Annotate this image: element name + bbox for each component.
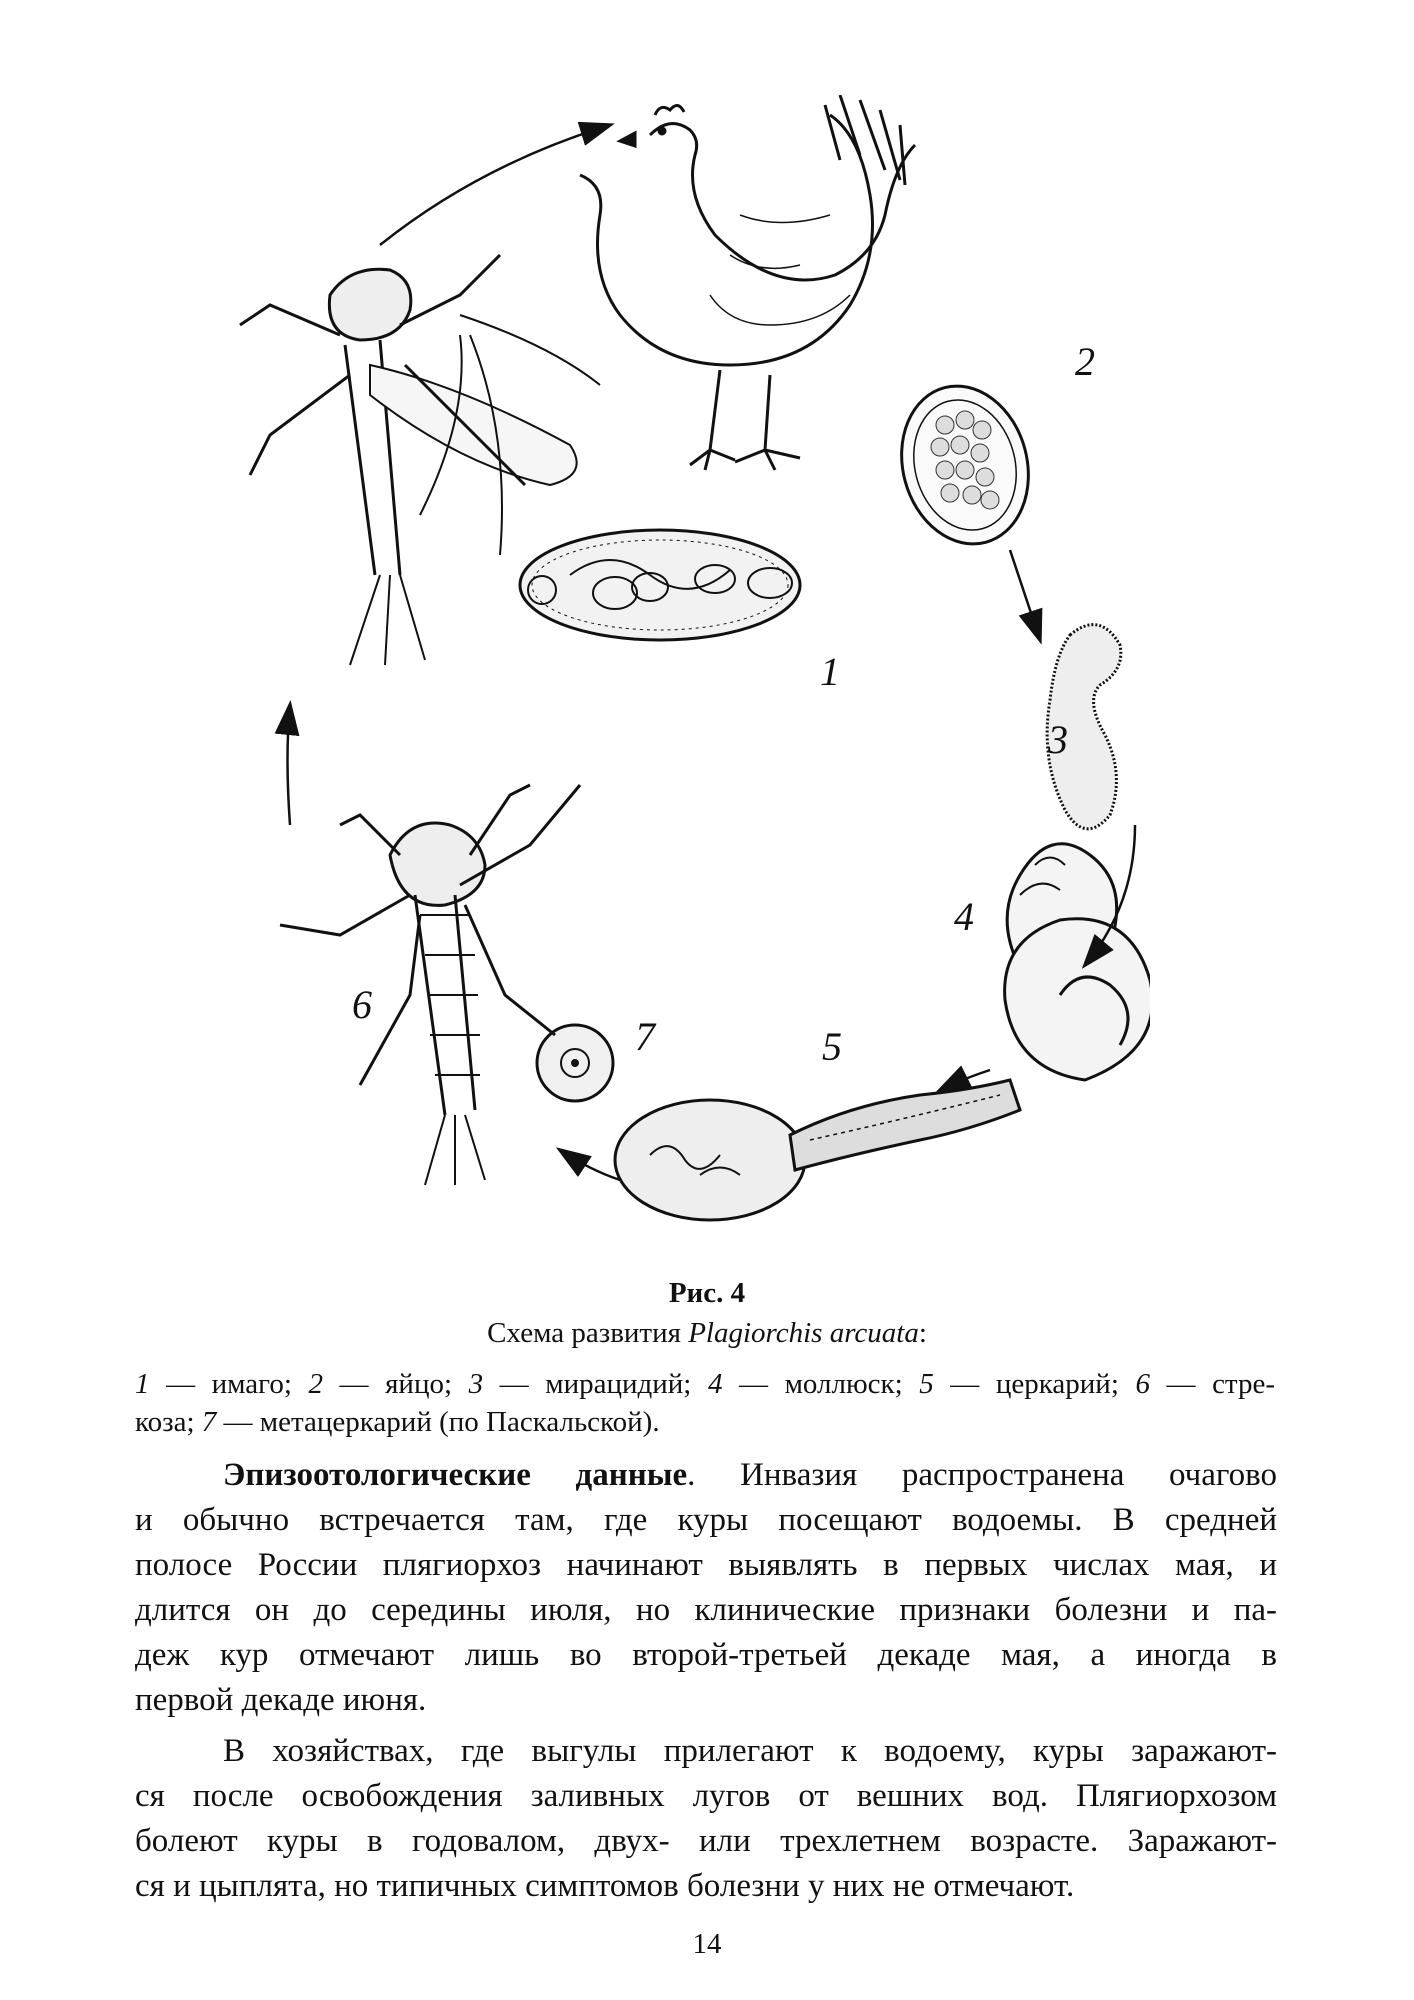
metacercaria-icon — [537, 1025, 613, 1101]
paragraph-1-line: полосе России плягиорхоз начинают выявлять в первых числах мая, и — [135, 1547, 1277, 1583]
label-4: 4 — [954, 894, 974, 939]
figure-subtitle — [0, 1317, 1414, 1350]
legend-text: — метацеркарий (по Паскальской). — [216, 1406, 660, 1438]
legend-text: — моллюск; — [722, 1368, 920, 1400]
label-5: 5 — [822, 1024, 842, 1069]
label-1: 1 — [820, 649, 840, 694]
life-cycle-figure — [230, 95, 1150, 1265]
paragraph-2-line: ся и цыплята, но типичных симптомов болезни у них не отмечают. — [135, 1868, 1075, 1904]
cycle-arrows — [288, 125, 1136, 1180]
chicken-icon — [580, 95, 915, 470]
figure-legend — [135, 1365, 1275, 1441]
legend-text: — мирацидий; — [483, 1368, 708, 1400]
paragraph-text: . Инвазия распространена очагово — [687, 1457, 1277, 1493]
paragraph-2-line: ся после освобождения заливных лугов от вешних вод. Плягиорхозом — [135, 1778, 1277, 1814]
legend-text: — яйцо; — [322, 1368, 469, 1400]
cercaria-icon — [615, 1080, 1020, 1220]
page-number: 14 — [692, 1928, 722, 1960]
egg-icon — [884, 372, 1045, 559]
adult-fluke-icon — [520, 530, 800, 640]
label-3: 3 — [1048, 717, 1068, 762]
paragraph-term: Эпизоотологические данные — [223, 1457, 688, 1493]
legend-num: 1 — [135, 1368, 150, 1400]
paragraph-1-line: длится он до середины июля, но клинические признаки болезни и па- — [135, 1592, 1277, 1628]
label-6: 6 — [352, 982, 372, 1027]
label-7: 7 — [635, 1014, 655, 1059]
legend-text: — имаго; — [149, 1368, 309, 1400]
subtitle-prefix: Схема развития — [487, 1317, 689, 1349]
legend-num: 6 — [1135, 1368, 1150, 1400]
paragraph-2-line: В хозяйствах, где выгулы прилегают к водоему, куры заражают- — [223, 1733, 1277, 1769]
figure-title: Рис. 4 — [668, 1277, 746, 1309]
legend-num: 2 — [308, 1368, 323, 1400]
paragraph-1-line: и обычно встречается там, где куры посещают водоемы. В средней — [135, 1502, 1277, 1538]
legend-num: 5 — [919, 1368, 934, 1400]
body-text — [135, 1453, 1277, 1909]
legend-num: 4 — [707, 1368, 723, 1400]
paragraph-2-line: болеют куры в годовалом, двух- или трехлетнем возрасте. Заражают- — [135, 1823, 1277, 1859]
paragraph-1-line: первой декаде июня. — [135, 1682, 427, 1718]
subtitle-suffix: : — [918, 1317, 927, 1349]
legend-num: 7 — [201, 1406, 217, 1438]
paragraph-1-line — [135, 1453, 1277, 1498]
subtitle-species: Plagiorchis arcuata — [688, 1317, 919, 1349]
legend-line-2 — [135, 1403, 1275, 1441]
legend-text: — церкарий; — [933, 1368, 1136, 1400]
label-2: 2 — [1075, 339, 1095, 384]
legend-text: коза; — [135, 1406, 202, 1438]
legend-line-1 — [135, 1365, 1275, 1403]
legend-num: 3 — [468, 1368, 484, 1400]
dragonfly-larva-icon — [280, 785, 580, 1185]
paragraph-1-line: деж кур отмечают лишь во второй-третьей декаде мая, а иногда в — [135, 1637, 1277, 1673]
legend-text: — стре- — [1149, 1368, 1275, 1400]
